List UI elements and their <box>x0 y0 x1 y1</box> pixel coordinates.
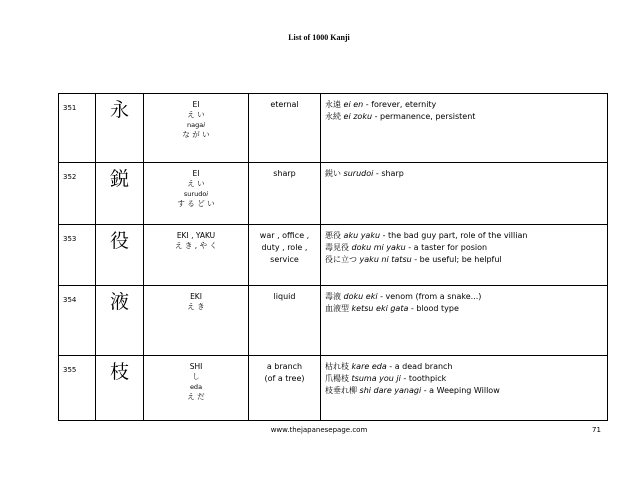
examples-cell <box>321 356 608 421</box>
example-japanese: 毒見役 <box>325 243 349 252</box>
meaning-line: (of a tree) <box>264 374 305 383</box>
kun-reading: eda <box>189 383 203 391</box>
kun-reading: surudoi <box>183 190 209 198</box>
example-meaning: - toothpick <box>403 374 447 383</box>
readings-cell <box>144 94 249 163</box>
example-meaning: - sharp <box>375 169 404 178</box>
on-reading-kana: え い <box>187 110 205 119</box>
examples-cell <box>321 163 608 225</box>
example-meaning: - venom (from a snake...) <box>380 292 482 301</box>
on-reading-kana: え き <box>187 302 205 311</box>
example-romaji: kare eda <box>351 362 387 371</box>
entry-number: 352 <box>59 163 96 225</box>
readings-cell <box>144 225 249 286</box>
example-romaji: ei en <box>343 100 364 109</box>
example-meaning: - be useful; be helpful <box>414 255 502 264</box>
example-japanese: 悪役 <box>325 231 341 240</box>
example-line <box>325 111 605 123</box>
meaning-cell <box>249 163 321 225</box>
example-line <box>325 242 605 254</box>
example-romaji: ei zoku <box>343 112 373 121</box>
example-line <box>325 361 605 373</box>
on-reading: EI <box>192 100 200 109</box>
example-meaning: - permanence, persistent <box>374 112 476 121</box>
example-line <box>325 168 605 180</box>
example-line <box>325 303 605 315</box>
example-romaji: tsuma you ji <box>351 374 401 383</box>
page-number: 71 <box>592 426 601 434</box>
example-meaning: - a taster for posion <box>408 243 488 252</box>
example-line <box>325 373 605 385</box>
example-japanese: 鋭い <box>325 169 341 178</box>
table-row <box>59 356 608 421</box>
meaning-cell <box>249 225 321 286</box>
meaning-line: service <box>270 255 299 264</box>
example-japanese: 永遠 <box>325 100 341 109</box>
kanji-character: 役 <box>96 225 144 286</box>
example-japanese: 永続 <box>325 112 341 121</box>
example-meaning: - forever, eternity <box>365 100 437 109</box>
meaning-line: eternal <box>270 100 299 109</box>
example-romaji: shi dare yanagi <box>359 386 422 395</box>
on-reading-kana: え き , や く <box>175 241 217 250</box>
meaning-line: war , office , <box>259 231 310 240</box>
entry-number: 353 <box>59 225 96 286</box>
example-japanese: 爪楊枝 <box>325 374 349 383</box>
on-reading: SHI <box>189 362 203 371</box>
on-reading: EKI , YAKU <box>176 231 216 240</box>
footer-url: www.thejapanesepage.com <box>270 426 368 434</box>
readings-cell <box>144 163 249 225</box>
example-romaji: surudoi <box>343 169 374 178</box>
kanji-table <box>58 93 608 421</box>
example-romaji: doku mi yaku <box>351 243 406 252</box>
meaning-line: sharp <box>273 169 296 178</box>
example-line <box>325 291 605 303</box>
kanji-character: 鋭 <box>96 163 144 225</box>
on-reading-kana: え い <box>187 179 205 188</box>
examples-cell <box>321 286 608 356</box>
meaning-line: duty , role , <box>261 243 308 252</box>
meaning-line: a branch <box>266 362 303 371</box>
table-row <box>59 94 608 163</box>
examples-cell <box>321 225 608 286</box>
example-romaji: aku yaku <box>343 231 381 240</box>
example-japanese: 毒液 <box>325 292 341 301</box>
example-line <box>325 254 605 266</box>
examples-cell <box>321 94 608 163</box>
meaning-cell <box>249 286 321 356</box>
example-line <box>325 230 605 242</box>
page-title: List of 1000 Kanji <box>288 33 350 42</box>
example-meaning: - blood type <box>410 304 459 313</box>
kanji-character: 枝 <box>96 356 144 421</box>
on-reading: EI <box>192 169 200 178</box>
table-row <box>59 286 608 356</box>
example-japanese: 枝垂れ柳 <box>325 386 357 395</box>
example-meaning: - the bad guy part, role of the villian <box>382 231 528 240</box>
kanji-character: 永 <box>96 94 144 163</box>
entry-number: 354 <box>59 286 96 356</box>
example-japanese: 血液型 <box>325 304 349 313</box>
kun-reading: nagai <box>186 121 206 129</box>
example-romaji: doku eki <box>343 292 378 301</box>
example-romaji: ketsu eki gata <box>351 304 409 313</box>
entry-number: 351 <box>59 94 96 163</box>
on-reading: EKI <box>190 292 202 301</box>
example-japanese: 枯れ枝 <box>325 362 349 371</box>
kun-reading-kana: え だ <box>187 392 205 401</box>
on-reading-kana: し <box>192 372 200 381</box>
meaning-cell <box>249 356 321 421</box>
kanji-character: 液 <box>96 286 144 356</box>
table-row <box>59 225 608 286</box>
readings-cell <box>144 356 249 421</box>
example-meaning: - a Weeping Willow <box>423 386 500 395</box>
example-meaning: - a dead branch <box>389 362 453 371</box>
table-row <box>59 163 608 225</box>
example-japanese: 役に立つ <box>325 255 357 264</box>
kun-reading-kana: す る ど い <box>177 199 215 208</box>
entry-number: 355 <box>59 356 96 421</box>
kun-reading-kana: な が い <box>182 130 210 139</box>
readings-cell <box>144 286 249 356</box>
example-romaji: yaku ni tatsu <box>359 255 412 264</box>
example-line <box>325 99 605 111</box>
meaning-line: liquid <box>273 292 296 301</box>
example-line <box>325 385 605 397</box>
meaning-cell <box>249 94 321 163</box>
